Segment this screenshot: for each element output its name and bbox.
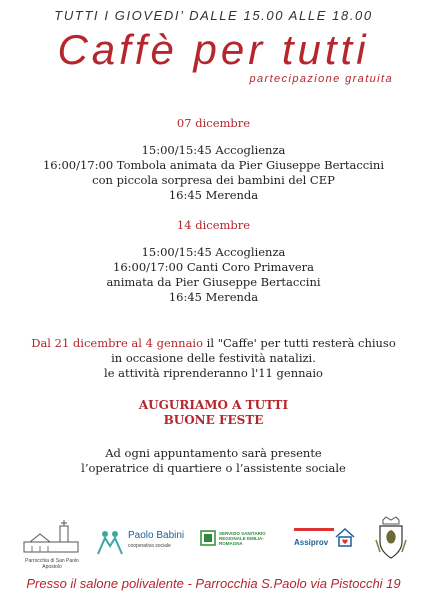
event-line: 16:00/17:00 Canti Coro Primavera [113, 260, 314, 274]
event-date: 07 dicembre [176, 116, 251, 130]
event-line: 16:00/17:00 Tombola animata da Pier Giuseppe Bertaccini [42, 158, 384, 172]
church-icon [20, 520, 84, 554]
babini-logo [96, 524, 192, 560]
event-1 [0, 116, 427, 203]
babini-name: Paolo Babini [128, 530, 185, 541]
people-icon [96, 528, 124, 556]
event-line: 15:00/15:45 Accoglienza [141, 245, 286, 259]
event-line: 16:45 Merenda [168, 290, 259, 304]
closure-notice [0, 336, 427, 381]
event-line: 16:45 Merenda [168, 188, 259, 202]
event-line: animata da Pier Giuseppe Bertaccini [106, 275, 321, 289]
regional-logo [200, 528, 288, 554]
staff-note [0, 446, 427, 476]
assiprov-logo [294, 524, 358, 558]
babini-sub: cooperativa sociale [128, 543, 171, 549]
heart-house-icon [334, 526, 356, 548]
greeting-line-1: AUGURIAMO A TUTTI [138, 398, 289, 412]
closure-dates: Dal 21 dicembre al 4 gennaio [31, 336, 204, 350]
venue-footer: Presso il salone polivalente - Parrocchia S.Paolo via Pistocchi 19 [26, 576, 401, 591]
event-2 [0, 218, 427, 305]
municipal-crest [374, 516, 408, 560]
subtitle: partecipazione gratuita [249, 73, 393, 85]
closure-line-3: le attività riprenderanno l'11 gennaio [104, 366, 323, 380]
event-line: con piccola sorpresa dei bambini del CEP [92, 173, 335, 187]
crest-icon [374, 516, 408, 560]
closure-line-1 [0, 336, 427, 351]
note-line-1: Ad ogni appuntamento sarà presente [105, 446, 322, 460]
greeting [0, 398, 427, 428]
event-date: 14 dicembre [176, 218, 251, 232]
closure-line-2: in occasione delle festività natalizi. [111, 351, 316, 365]
sponsor-logos [0, 516, 427, 570]
event-line: 15:00/15:45 Accoglienza [141, 143, 286, 157]
parish-logo [20, 520, 84, 570]
assiprov-accent-bar [294, 528, 334, 531]
closure-text: il "Caffe' per tutti resterà chiuso [203, 336, 396, 350]
page-title: Caffè per tutti [57, 26, 370, 73]
regional-emblem-icon [200, 530, 216, 546]
regional-name: SERVIZIO SANITARIO REGIONALE EMILIA-ROMAGNA [219, 531, 266, 546]
schedule-header: TUTTI I GIOVEDI’ DALLE 15.00 ALLE 18.00 [54, 8, 373, 23]
note-line-2: l’operatrice di quartiere o l’assistente sociale [81, 461, 346, 475]
greeting-line-2: BUONE FESTE [163, 413, 264, 427]
parish-name: Parrocchia di San Paolo Apostolo [25, 558, 79, 570]
assiprov-name: Assiprov [294, 538, 329, 547]
